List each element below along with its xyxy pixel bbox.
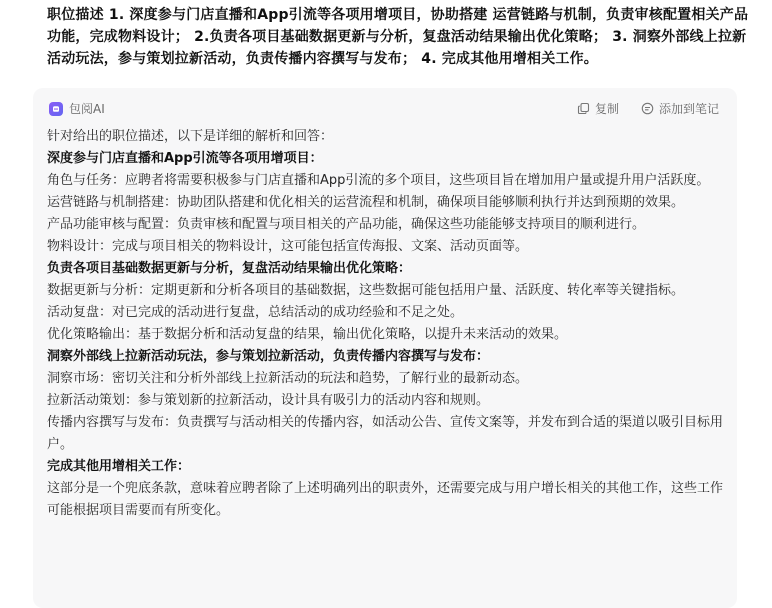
copy-icon — [577, 102, 595, 115]
answer-section-heading: 负责各项目基础数据更新与分析，复盘活动结果输出优化策略： — [47, 261, 412, 276]
brand — [49, 100, 105, 117]
card-header — [33, 88, 737, 126]
answer-paragraph: 产品功能审核与配置：负责审核和配置与项目相关的产品功能，确保这些功能能够支持项目的顺利进行。 — [47, 217, 646, 232]
answer-paragraph: 物料设计：完成与项目相关的物料设计，这可能包括宣传海报、文案、活动页面等。 — [47, 239, 529, 254]
ai-logo-icon — [49, 102, 63, 116]
answer-paragraph: 活动复盘：对已完成的活动进行复盘，总结活动的成功经验和不足之处。 — [47, 305, 464, 320]
answer-paragraph: 这部分是一个兜底条款，意味着应聘者除了上述明确列出的职责外，还需要完成与用户增长相关的其他工作，这些工作可能根据项目需要而有所变化。 — [47, 481, 724, 518]
answer-paragraph: 针对给出的职位描述，以下是详细的解析和回答： — [47, 129, 334, 144]
ai-answer-card — [33, 88, 737, 608]
answer-section-heading: 完成其他用增相关工作： — [47, 459, 191, 474]
answer-paragraph: 数据更新与分析：定期更新和分析各项目的基础数据，这些数据可能包括用户量、活跃度、转化率等关键指标。 — [47, 283, 685, 298]
answer-paragraph: 优化策略输出：基于数据分析和活动复盘的结果，输出优化策略，以提升未来活动的效果。 — [47, 327, 568, 342]
note-icon — [641, 102, 659, 115]
answer-paragraph: 洞察市场：密切关注和分析外部线上拉新活动的玩法和趋势，了解行业的最新动态。 — [47, 371, 529, 386]
card-actions — [577, 100, 719, 117]
answer-body — [47, 126, 727, 522]
copy-label: 复制 — [594, 102, 619, 116]
question-text: 职位描述 1. 深度参与门店直播和App引流等各项用增项目，协助搭建 运营链路与机制，负责审核配置相关产品功能，完成物料设计； 2.负责各项目基础数据更新与分析，复盘活动结果输出优化策略； 3. 洞察外部线上拉新活动玩法，参与策划拉新活动，负责传播内容撰写与发布； 4. 完成其他用增相关工作。 — [47, 7, 749, 67]
brand-name: 包阅AI — [69, 102, 105, 116]
answer-paragraph: 传播内容撰写与发布：负责撰写与活动相关的传播内容，如活动公告、宣传文案等，并发布到合适的渠道以吸引目标用户。 — [47, 415, 724, 452]
add-to-note-label: 添加到笔记 — [658, 102, 719, 116]
add-to-note-button[interactable] — [641, 100, 719, 117]
copy-button[interactable] — [577, 100, 619, 117]
answer-section-heading: 洞察外部线上拉新活动玩法，参与策划拉新活动，负责传播内容撰写与发布： — [47, 349, 490, 364]
answer-paragraph: 运营链路与机制搭建：协助团队搭建和优化相关的运营流程和机制，确保项目能够顺利执行并达到预期的效果。 — [47, 195, 685, 210]
answer-paragraph: 角色与任务：应聘者将需要积极参与门店直播和App引流的多个项目，这些项目旨在增加用户量或提升用户活跃度。 — [47, 173, 710, 188]
answer-paragraph: 拉新活动策划：参与策划新的拉新活动，设计具有吸引力的活动内容和规则。 — [47, 393, 490, 408]
answer-section-heading: 深度参与门店直播和App引流等各项用增项目： — [47, 151, 323, 166]
